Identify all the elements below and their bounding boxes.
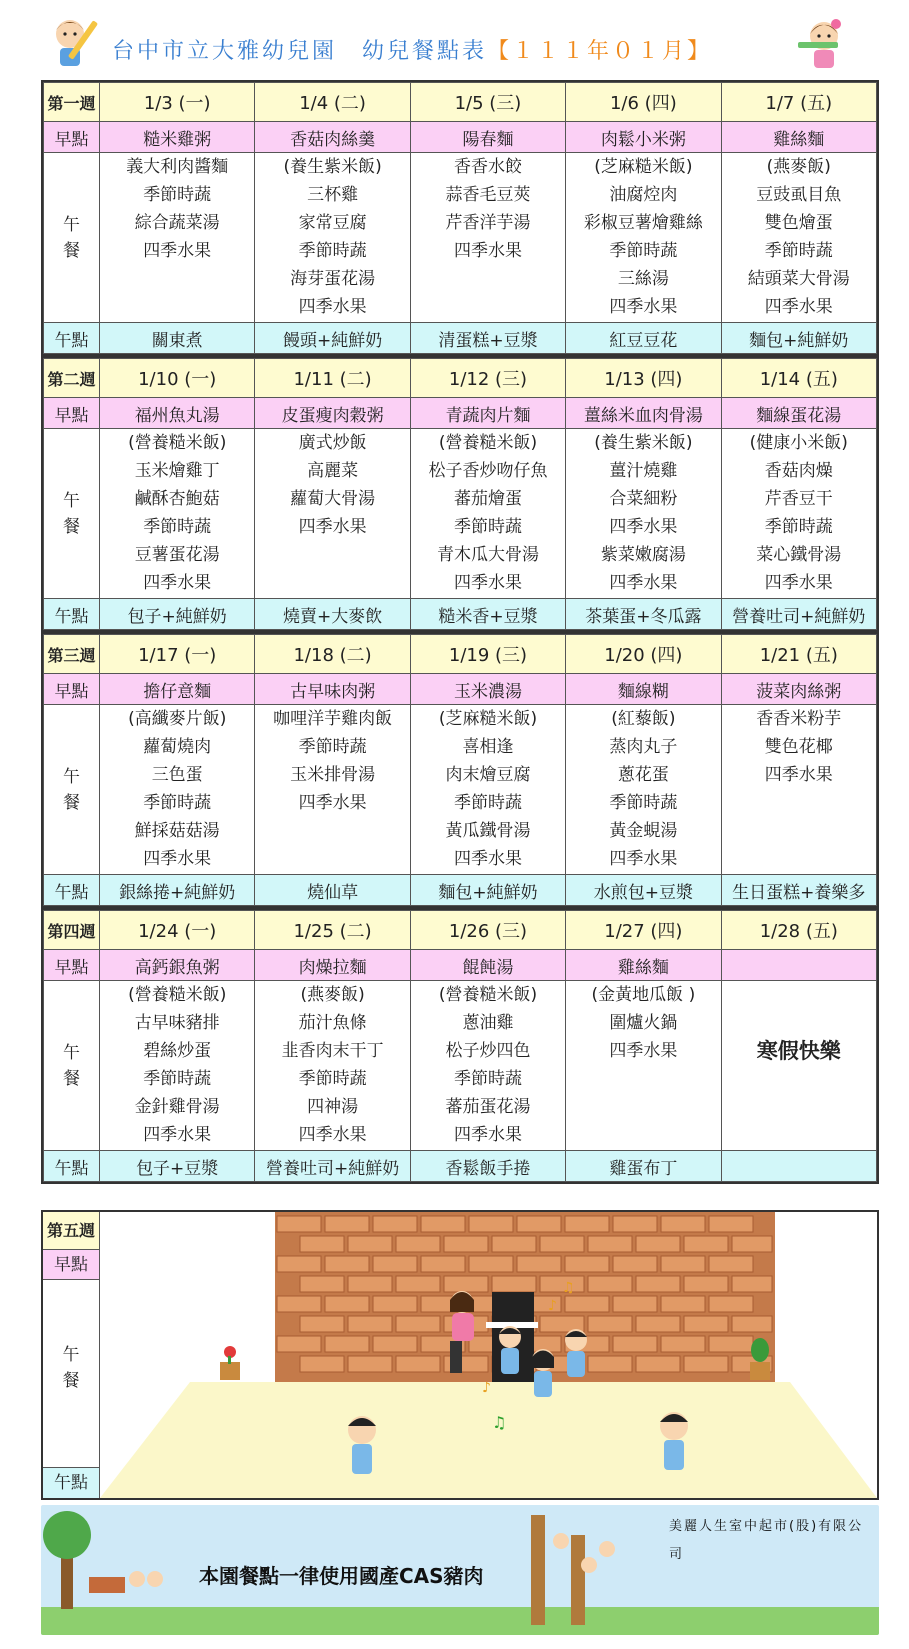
breakfast-cell: 薑絲米血肉骨湯	[566, 398, 721, 429]
date-cell: 1/11 (二)	[255, 359, 410, 398]
date-row	[44, 911, 877, 950]
lunch-dish: (營養糙米飯)	[438, 985, 538, 1005]
snack-cell: 水煎包+豆漿	[566, 875, 721, 906]
breakfast-cell: 雞絲麵	[721, 122, 876, 153]
breakfast-cell: 皮蛋瘦肉穀粥	[255, 398, 410, 429]
lunch-cell	[410, 153, 565, 323]
lunch-cell	[255, 705, 410, 875]
lunch-dish: 油腐焢肉	[609, 185, 678, 205]
snack-cell: 營養吐司+純鮮奶	[721, 599, 876, 630]
lunch-dish: 香香水餃	[453, 157, 522, 177]
date-cell: 1/14 (五)	[721, 359, 876, 398]
lunch-dish: 季節時蔬	[143, 793, 212, 813]
breakfast-row	[44, 122, 877, 153]
breakfast-row	[44, 950, 877, 981]
lunch-dish: 茄汁魚條	[298, 1013, 367, 1033]
lunch-cell	[566, 429, 721, 599]
lunch-dish: (芝麻糙米飯)	[594, 157, 693, 177]
lunch-label	[43, 1280, 99, 1468]
breakfast-cell: 菠菜肉絲粥	[721, 674, 876, 705]
week-2-table	[41, 356, 879, 632]
menu-table	[43, 82, 877, 354]
lunch-dish: 紫菜嫩腐湯	[600, 545, 686, 565]
lunch-dish: 四神湯	[307, 1097, 359, 1117]
snack-cell	[721, 1151, 876, 1182]
lunch-cell	[410, 429, 565, 599]
breakfast-cell	[721, 950, 876, 981]
snack-cell: 生日蛋糕+養樂多	[721, 875, 876, 906]
week-label: 第三週	[44, 635, 100, 674]
date-cell: 1/17 (一)	[100, 635, 255, 674]
lunch-dish: 蘿蔔大骨湯	[290, 489, 376, 509]
week-label: 第二週	[44, 359, 100, 398]
lunch-cell	[100, 429, 255, 599]
snack-label: 午點	[44, 875, 100, 906]
menu-table	[43, 910, 877, 1182]
lunch-dish: 香菇肉燥	[764, 461, 833, 481]
date-row	[44, 635, 877, 674]
lunch-dish: (營養糙米飯)	[438, 433, 538, 453]
snack-cell: 包子+豆漿	[100, 1151, 255, 1182]
lunch-dish: 結頭菜大骨湯	[747, 269, 850, 289]
snack-cell: 營養吐司+純鮮奶	[255, 1151, 410, 1182]
date-cell: 1/26 (三)	[410, 911, 565, 950]
lunch-dish: 季節時蔬	[298, 241, 367, 261]
lunch-dish: 寒假快樂	[756, 1039, 841, 1063]
snack-cell: 饅頭+純鮮奶	[255, 323, 410, 354]
lunch-dish: 四季水果	[609, 849, 678, 869]
lunch-dish: 鮮採菇菇湯	[134, 821, 220, 841]
lunch-dish: 四季水果	[143, 1125, 212, 1145]
lunch-cell	[566, 981, 721, 1151]
lunch-dish: 合菜細粉	[609, 489, 678, 509]
footer-banner	[41, 1505, 879, 1635]
boy-with-pencil-illustration	[40, 12, 110, 76]
lunch-dish: 圍爐火鍋	[609, 1013, 678, 1033]
lunch-label-char: 午	[63, 214, 80, 235]
week-label: 第一週	[44, 83, 100, 122]
lunch-dish: 蒸肉丸子	[609, 737, 678, 757]
lunch-label-char: 餐	[63, 240, 80, 261]
lunch-dish: 韭香肉末干丁	[281, 1041, 384, 1061]
breakfast-row	[44, 398, 877, 429]
lunch-dish: 季節時蔬	[764, 517, 833, 537]
lunch-dish: (金黃地瓜飯 )	[591, 985, 696, 1005]
lunch-dish: 香香米粉芋	[756, 709, 842, 729]
lunch-dish: 四季水果	[764, 573, 833, 593]
lunch-dish: 雙色燴蛋	[764, 213, 833, 233]
week-4-table	[41, 908, 879, 1184]
lunch-dish: 彩椒豆薯燴雞絲	[583, 213, 703, 233]
lunch-cell	[721, 705, 876, 875]
breakfast-cell: 陽春麵	[410, 122, 565, 153]
lunch-dish: 家常豆腐	[298, 213, 367, 233]
week-3-table	[41, 632, 879, 908]
snack-cell: 燒仙草	[255, 875, 410, 906]
lunch-dish: 黃瓜鐵骨湯	[445, 821, 531, 841]
title-main: 台中市立大雅幼兒園 幼兒餐點表	[112, 39, 488, 64]
lunch-label	[44, 153, 100, 323]
breakfast-cell: 高鈣銀魚粥	[100, 950, 255, 981]
lunch-cell	[100, 705, 255, 875]
breakfast-label: 早點	[44, 950, 100, 981]
lunch-dish: (高纖麥片飯)	[128, 709, 227, 729]
breakfast-cell: 肉鬆小米粥	[566, 122, 721, 153]
lunch-dish: 黃金蜆湯	[609, 821, 678, 841]
breakfast-row	[44, 674, 877, 705]
lunch-dish: 四季水果	[453, 241, 522, 261]
lunch-dish: (燕麥飯)	[766, 157, 831, 177]
lunch-dish: 四季水果	[143, 849, 212, 869]
snack-cell: 茶葉蛋+冬瓜露	[566, 599, 721, 630]
date-cell: 1/3 (一)	[100, 83, 255, 122]
lunch-dish	[722, 1009, 876, 1037]
lunch-dish: 四季水果	[764, 765, 833, 785]
title-period: １１１年０１月	[512, 39, 688, 64]
lunch-dish: 咖哩洋芋雞肉飯	[273, 709, 393, 729]
lunch-dish: (紅藜飯)	[611, 709, 676, 729]
lunch-dish: 季節時蔬	[609, 793, 678, 813]
lunch-dish: 古早味豬排	[134, 1013, 220, 1033]
lunch-dish: 芹香洋芋湯	[445, 213, 531, 233]
date-cell: 1/27 (四)	[566, 911, 721, 950]
lunch-dish: 季節時蔬	[143, 1069, 212, 1089]
lunch-row	[44, 981, 877, 1151]
lunch-dish: 季節時蔬	[143, 185, 212, 205]
lunch-cell	[566, 705, 721, 875]
date-cell: 1/21 (五)	[721, 635, 876, 674]
week-5-label-column	[43, 1212, 100, 1498]
snack-cell: 糙米香+豆漿	[410, 599, 565, 630]
lunch-dish: 季節時蔬	[143, 517, 212, 537]
date-cell: 1/25 (二)	[255, 911, 410, 950]
lunch-dish: (營養糙米飯)	[128, 985, 227, 1005]
lunch-dish: 四季水果	[609, 297, 678, 317]
lunch-dish: 肉末燴豆腐	[445, 765, 531, 785]
snack-cell: 包子+純鮮奶	[100, 599, 255, 630]
date-cell: 1/28 (五)	[721, 911, 876, 950]
lunch-dish: 四季水果	[453, 573, 522, 593]
breakfast-cell: 古早味肉粥	[255, 674, 410, 705]
lunch-dish: (燕麥飯)	[300, 985, 365, 1005]
lunch-dish: (養生紫米飯)	[594, 433, 693, 453]
snack-cell: 香鬆飯手捲	[410, 1151, 565, 1182]
lunch-label-char: 午	[63, 1042, 80, 1063]
lunch-cell	[410, 705, 565, 875]
lunch-dish: 四季水果	[609, 517, 678, 537]
lunch-dish: 季節時蔬	[609, 241, 678, 261]
breakfast-label: 早點	[44, 674, 100, 705]
snack-cell: 紅豆豆花	[566, 323, 721, 354]
date-cell: 1/19 (三)	[410, 635, 565, 674]
lunch-dish: 豆薯蛋花湯	[134, 545, 220, 565]
lunch-dish: 四季水果	[764, 297, 833, 317]
lunch-dish: 豆豉虱目魚	[756, 185, 842, 205]
lunch-label-1: 午	[62, 1345, 80, 1365]
lunch-dish: 四季水果	[453, 1125, 522, 1145]
lunch-dish: 四季水果	[298, 517, 367, 537]
date-cell: 1/12 (三)	[410, 359, 565, 398]
lunch-dish: 四季水果	[453, 849, 522, 869]
week-label: 第五週	[43, 1212, 99, 1250]
lunch-row	[44, 153, 877, 323]
lunch-dish: 鹹酥杏鮑菇	[134, 489, 220, 509]
breakfast-cell: 青蔬肉片麵	[410, 398, 565, 429]
date-cell: 1/24 (一)	[100, 911, 255, 950]
page-header	[0, 0, 909, 84]
breakfast-cell: 玉米濃湯	[410, 674, 565, 705]
lunch-dish: 四季水果	[143, 241, 212, 261]
snack-label: 午點	[44, 599, 100, 630]
date-row	[44, 359, 877, 398]
lunch-cell	[410, 981, 565, 1151]
lunch-dish: 蕃茄燴蛋	[453, 489, 522, 509]
lunch-dish: 季節時蔬	[764, 241, 833, 261]
date-cell: 1/6 (四)	[566, 83, 721, 122]
breakfast-label: 早點	[44, 398, 100, 429]
lunch-cell	[100, 153, 255, 323]
lunch-dish: 松子炒四色	[445, 1041, 531, 1061]
date-cell: 1/13 (四)	[566, 359, 721, 398]
lunch-label-char: 餐	[63, 792, 80, 813]
lunch-dish: 季節時蔬	[453, 793, 522, 813]
date-cell: 1/4 (二)	[255, 83, 410, 122]
lunch-dish: 四季水果	[298, 793, 367, 813]
lunch-dish: 四季水果	[609, 573, 678, 593]
lunch-dish: 廣式炒飯	[298, 433, 367, 453]
lunch-dish: (芝麻糙米飯)	[438, 709, 538, 729]
date-cell: 1/5 (三)	[410, 83, 565, 122]
lunch-dish: 季節時蔬	[298, 737, 367, 757]
snack-cell: 麵包+純鮮奶	[721, 323, 876, 354]
snack-label: 午點	[44, 323, 100, 354]
lunch-dish: 蔥花蛋	[617, 765, 669, 785]
lunch-label	[44, 705, 100, 875]
lunch-dish: 四季水果	[298, 1125, 367, 1145]
title-bracket-close: 】	[687, 39, 713, 64]
date-cell: 1/18 (二)	[255, 635, 410, 674]
breakfast-cell: 麵線糊	[566, 674, 721, 705]
lunch-dish: 菜心鐵骨湯	[756, 545, 842, 565]
lunch-dish: 季節時蔬	[453, 1069, 522, 1089]
breakfast-cell: 福州魚丸湯	[100, 398, 255, 429]
title-bracket-open: 【	[487, 39, 513, 64]
lunch-cell	[255, 153, 410, 323]
lunch-dish: 蕃茄蛋花湯	[445, 1097, 531, 1117]
snack-row	[44, 1151, 877, 1182]
snack-label: 午點	[44, 1151, 100, 1182]
lunch-dish: 薑汁燒雞	[609, 461, 678, 481]
week-5-section	[41, 1210, 879, 1500]
cas-pork-notice: 本園餐點一律使用國產CAS豬肉	[199, 1564, 484, 1588]
lunch-cell	[100, 981, 255, 1151]
lunch-dish: (營養糙米飯)	[128, 433, 227, 453]
breakfast-cell: 擔仔意麵	[100, 674, 255, 705]
flower-pot	[220, 1346, 240, 1380]
week-1-table	[41, 80, 879, 356]
lunch-dish: 四季水果	[298, 297, 367, 317]
lunch-cell	[255, 981, 410, 1151]
date-cell: 1/20 (四)	[566, 635, 721, 674]
lunch-cell	[566, 153, 721, 323]
lunch-dish	[722, 981, 876, 1009]
snack-row	[44, 599, 877, 630]
svg-text:♫: ♫	[562, 1280, 575, 1296]
date-cell: 1/7 (五)	[721, 83, 876, 122]
snack-cell: 清蛋糕+豆漿	[410, 323, 565, 354]
lunch-dish: (養生紫米飯)	[283, 157, 382, 177]
snack-cell: 燒賣+大麥飲	[255, 599, 410, 630]
lunch-dish: 玉米燴雞丁	[134, 461, 220, 481]
svg-text:♪: ♪	[482, 1380, 491, 1396]
breakfast-label: 早點	[44, 122, 100, 153]
menu-table	[43, 634, 877, 906]
breakfast-label: 早點	[43, 1250, 99, 1280]
lunch-dish: 綜合蔬菜湯	[134, 213, 220, 233]
lunch-dish: 喜相逢	[462, 737, 514, 757]
snack-cell: 麵包+純鮮奶	[410, 875, 565, 906]
breakfast-cell: 雞絲麵	[566, 950, 721, 981]
lunch-dish: 雙色花椰	[764, 737, 833, 757]
lunch-dish: 玉米排骨湯	[290, 765, 376, 785]
breakfast-cell: 餛飩湯	[410, 950, 565, 981]
lunch-row	[44, 705, 877, 875]
lunch-cell	[255, 429, 410, 599]
lunch-dish: 季節時蔬	[453, 517, 522, 537]
winter-vacation-illustration	[100, 1212, 877, 1498]
lunch-dish: 蘿蔔燒肉	[143, 737, 212, 757]
lunch-row	[44, 429, 877, 599]
breakfast-cell: 麵線蛋花湯	[721, 398, 876, 429]
lunch-dish: 蒜香毛豆莢	[445, 185, 531, 205]
lunch-label-char: 餐	[63, 516, 80, 537]
lunch-dish: 金針雞骨湯	[134, 1097, 220, 1117]
breakfast-cell: 香菇肉絲羹	[255, 122, 410, 153]
snack-label: 午點	[43, 1468, 99, 1498]
week-label: 第四週	[44, 911, 100, 950]
lunch-dish: 碧絲炒蛋	[143, 1041, 212, 1061]
svg-text:♪: ♪	[548, 1298, 557, 1314]
lunch-dish: 義大利肉醬麵	[126, 157, 229, 177]
lunch-dish: 松子香炒吻仔魚	[428, 461, 548, 481]
lunch-dish: 三色蛋	[151, 765, 203, 785]
lunch-dish: 芹香豆干	[764, 489, 833, 509]
lunch-dish: 高麗菜	[307, 461, 359, 481]
snack-cell: 雞蛋布丁	[566, 1151, 721, 1182]
breakfast-cell: 肉燥拉麵	[255, 950, 410, 981]
page-title	[112, 34, 712, 65]
lunch-dish: 三絲湯	[617, 269, 669, 289]
snack-row	[44, 875, 877, 906]
lunch-dish: (健康小米飯)	[749, 433, 848, 453]
lunch-cell	[721, 153, 876, 323]
breakfast-cell: 糙米雞粥	[100, 122, 255, 153]
lunch-dish: 季節時蔬	[298, 1069, 367, 1089]
lunch-label-char: 午	[63, 766, 80, 787]
menu-table	[43, 358, 877, 630]
snack-cell: 關東煮	[100, 323, 255, 354]
lunch-dish: 四季水果	[609, 1041, 678, 1061]
snack-row	[44, 323, 877, 354]
lunch-label	[44, 981, 100, 1151]
date-row	[44, 83, 877, 122]
lunch-label	[44, 429, 100, 599]
lunch-dish: 四季水果	[143, 573, 212, 593]
lunch-cell	[721, 981, 876, 1151]
lunch-dish: 青木瓜大骨湯	[436, 545, 539, 565]
snack-cell: 銀絲捲+純鮮奶	[100, 875, 255, 906]
lunch-label-2: 餐	[62, 1371, 80, 1391]
lunch-label-char: 餐	[63, 1068, 80, 1089]
lunch-dish: 海芽蛋花湯	[290, 269, 376, 289]
svg-text:♫: ♫	[492, 1413, 507, 1432]
girl-with-pencil-illustration	[788, 12, 858, 76]
lunch-dish: 三杯雞	[307, 185, 359, 205]
lunch-dish: 蔥油雞	[462, 1013, 514, 1033]
date-cell: 1/10 (一)	[100, 359, 255, 398]
caterer-name: 美麗人生室中起市(股)有限公司	[669, 1519, 864, 1562]
lunch-label-char: 午	[63, 490, 80, 511]
lunch-cell	[721, 429, 876, 599]
